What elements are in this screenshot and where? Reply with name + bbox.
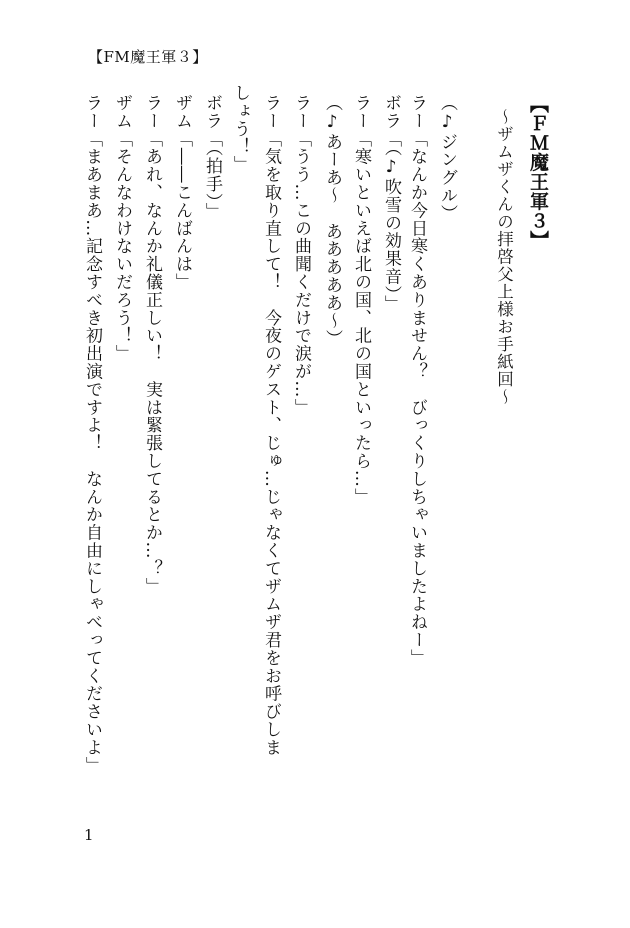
script-line: ザム「――こんばんは」 xyxy=(172,94,192,291)
script-line: しょう！」 xyxy=(230,84,250,174)
script-line: ラー「気を取り直して！ 今夜のゲスト、じゅ…じゃなくてザムザ君をお呼びしま xyxy=(261,94,281,757)
script-line: ラー「なんか今日寒くありません？ びっくりしちゃいましたよねー」 xyxy=(407,94,427,667)
script-line: ザム「そんなわけないだろう！」 xyxy=(112,94,132,363)
script-line: ラー「あれ、なんか礼儀正しい！ 実は緊張してるとか…？」 xyxy=(142,94,162,596)
script-line: ボラ「（♪吹雪の効果音）」 xyxy=(381,94,401,313)
script-line: （♪ジングル） xyxy=(437,94,457,223)
script-line: ラー「寒いといえば北の国、北の国といったら…」 xyxy=(351,94,371,506)
script-line: ラー「うう…この曲聞くだけで涙が…」 xyxy=(291,94,311,417)
page-number: 1 xyxy=(84,826,94,844)
script-line: ボラ「（拍手）」 xyxy=(202,94,222,221)
script-line: ラー「まあまあ…記念すべき初出演ですよ！ なんか自由にしゃべってくださいよ」 xyxy=(82,94,102,775)
page-header: 【FM魔王軍３】 xyxy=(88,48,208,66)
script-line: （♪あーあ～ あああああ～） xyxy=(322,94,342,348)
document-title: 【ＦＭ魔王軍３】 xyxy=(527,94,549,250)
document-subtitle: ～ザムザくんの拝啓父上様お手紙回～ xyxy=(494,108,514,406)
